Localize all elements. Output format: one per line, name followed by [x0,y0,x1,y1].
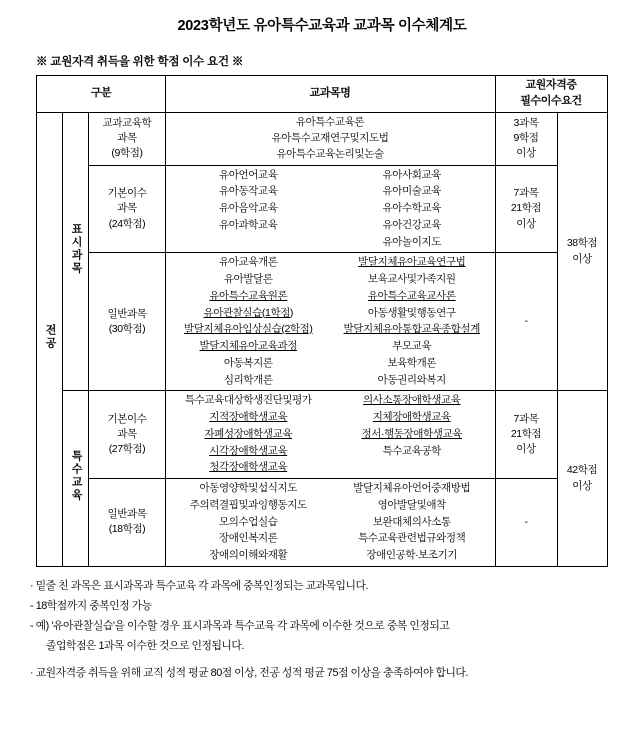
course-item: 특수교육관련법규와정책 [358,532,466,545]
course-item: 유아음악교육 [219,202,278,215]
total-line2: 이상 [572,252,592,265]
course-item: 아동권리와복지 [377,373,446,386]
sub-label-line1: 일반과목 [107,508,147,521]
course-item: 아동영양학및섭식지도 [199,482,297,495]
courses-cell-2 [165,253,495,391]
course-item: 부모교육 [392,340,432,353]
course-item: 영아발달및애착 [377,498,446,511]
course-item: 시각장애학생교육 [209,444,288,457]
total-line1: 42학점 [566,464,598,477]
sub-label-cell-2 [89,253,165,391]
courses-column-left [167,481,331,564]
courses-column-right [330,393,494,476]
course-item: 유아건강교육 [382,218,441,231]
table-row [37,165,607,253]
table-row [37,112,607,165]
total-line1: 38학점 [566,237,598,250]
course-item: 자폐성장애학생교육 [204,427,293,440]
major-label: 전공 [44,323,57,350]
group-label-cell-pyoshi [63,112,89,390]
course-item: 유아동작교육 [219,185,278,198]
sub-label-line3: (24학점) [108,217,146,230]
course-item: 청각장애학생교육 [209,461,288,474]
course-item: 유아특수교육교사론 [367,289,456,302]
course-item: 장애인공학·보조기기 [366,549,458,562]
course-item: 발달지체유아언어중재방법 [353,482,471,495]
group-label-pyoshi: 표시과목 [70,222,83,275]
header-requirement-line1: 교원자격증 [525,79,577,91]
group-label-cell-teuksu [63,391,89,567]
course-item: 유아미술교육 [382,185,441,198]
course-item: 유아언어교육 [219,168,278,181]
course-item: 유아과학교육 [219,218,278,231]
req-line2: 21학점 [510,428,542,441]
course-item: 보육교사및가족지원 [367,273,456,286]
course-item: 아동생활및행동연구 [367,306,456,319]
header-requirement [495,76,607,113]
header-category: 구분 [37,76,165,113]
notes-spacer [30,657,644,664]
table-row [37,479,607,567]
courses-column-right [330,255,494,388]
course-item: 특수교육대상학생진단및평가 [184,394,312,407]
sub-label-cell-4 [89,479,165,567]
course-item: 아동복지론 [223,356,273,369]
notes-section [30,577,644,684]
course-item: 발달지체유아통합교육종합설계 [343,323,480,336]
table-header-row [37,76,607,113]
total-line2: 이상 [572,479,592,492]
requirement-cell-3 [495,391,557,479]
course-item: 발달지체유아교육연구법 [358,256,466,269]
req-line1: 3과목 [513,116,539,129]
course-item: 유아특수교육론 [295,115,365,128]
total-cell-teuksu [557,391,607,567]
note-1: · 밑줄 친 과목은 표시과목과 특수교육 각 과목에 중복인정되는 교과목입니다. [30,579,369,592]
course-item: 보육학개론 [387,356,437,369]
section-subtitle: ※ 교원자격 취득을 위한 학점 이수 요건 ※ [36,56,244,68]
sub-label-line2: 과목 [117,428,137,441]
sub-label-line1: 일반과목 [107,307,147,320]
requirement-cell-0 [495,112,557,165]
courses-cell-3 [165,391,495,479]
course-item: 주의력결핍및과잉행동지도 [189,498,307,511]
curriculum-table [36,75,607,567]
course-item: 유아특수교육논리및논술 [276,148,384,161]
sub-label-line2: 과목 [117,202,137,215]
course-item: 유아발달론 [223,273,273,286]
course-item: 장애의이해와재활 [209,549,288,562]
course-item: 발달지체유아임상실습(2학점) [183,323,313,336]
course-item: 유아특수교육원론 [209,289,288,302]
page-title: 2023학년도 유아특수교육과 교과목 이수체계도 [177,18,467,34]
note-3: - 예) '유아관찰실습'을 이수할 경우 표시과목과 특수교육 각 과목에 이수한 것으로 중복 인정되고 [30,619,450,632]
requirement-cell-1 [495,165,557,253]
sub-label-cell-0 [89,112,165,165]
course-item: 장애인복지론 [219,532,278,545]
req-line3: 이상 [516,443,536,456]
document-page [0,14,644,742]
sub-label-line2: 과목 [117,132,137,145]
note-5: · 교원자격증 취득을 위해 교직 성적 평균 80점 이상, 전공 성적 평균 75점 이상을 충족하여야 합니다. [30,666,468,679]
table-row [37,391,607,479]
req-line2: 21학점 [510,202,542,215]
course-item: 유아사회교육 [382,168,441,181]
course-item: 유아특수교재연구및지도법 [271,132,389,145]
sub-label-line1: 교과교육학 [102,116,152,129]
course-item: 유아교육개론 [219,256,278,269]
course-item: 모의수업실습 [219,515,278,528]
course-item: 심리학개론 [223,373,273,386]
req-line2: 9학점 [513,132,539,145]
courses-column-left [167,168,331,251]
header-requirement-line2: 필수이수요건 [520,94,582,107]
sub-label-line1: 기본이수 [107,187,147,200]
req-line3: 이상 [516,217,536,230]
req-line1: 7과목 [513,412,539,425]
req-line3: 이상 [516,147,536,160]
major-label-cell [37,112,63,566]
course-item: 유아놀이지도 [382,235,441,248]
sub-label-line3: (27학점) [108,443,146,456]
total-cell-pyoshi [557,112,607,390]
courses-cell-1 [165,165,495,253]
course-item: 의사소통장애학생교육 [363,394,461,407]
sub-label-line2: (18학점) [108,523,146,536]
course-item: 보완대체의사소통 [372,515,451,528]
table-row [37,253,607,391]
courses-column-left [167,393,331,476]
header-courses: 교과목명 [165,76,495,113]
courses-column-right [330,481,494,564]
requirement-cell-2: - [495,253,557,391]
course-item: 정서·행동장애학생교육 [361,427,463,440]
sub-label-line3: (9학점) [111,147,143,160]
requirement-cell-4: - [495,479,557,567]
course-item: 발달지체유아교육과정 [199,340,297,353]
sub-label-cell-3 [89,391,165,479]
note-2: - 18학점까지 중복인정 가능 [30,599,152,612]
courses-cell-0 [165,112,495,165]
courses-column-left [167,255,331,388]
sub-label-cell-1 [89,165,165,253]
course-item: 지적장애학생교육 [209,411,288,424]
course-item: 유아관찰실습(1학점) [203,306,294,319]
sub-label-line2: (30학점) [108,322,146,335]
group-label-teuksu: 특수교육 [70,449,83,502]
course-item: 특수교육공학 [382,444,441,457]
courses-cell-4 [165,479,495,567]
course-item: 지체장애학생교육 [372,411,451,424]
req-line1: 7과목 [513,187,539,200]
courses-column-right [330,168,494,251]
note-4: 졸업학점은 1과목 이수한 것으로 인정됩니다. [46,639,244,652]
sub-label-line1: 기본이수 [107,412,147,425]
course-item: 유아수학교육 [382,202,441,215]
